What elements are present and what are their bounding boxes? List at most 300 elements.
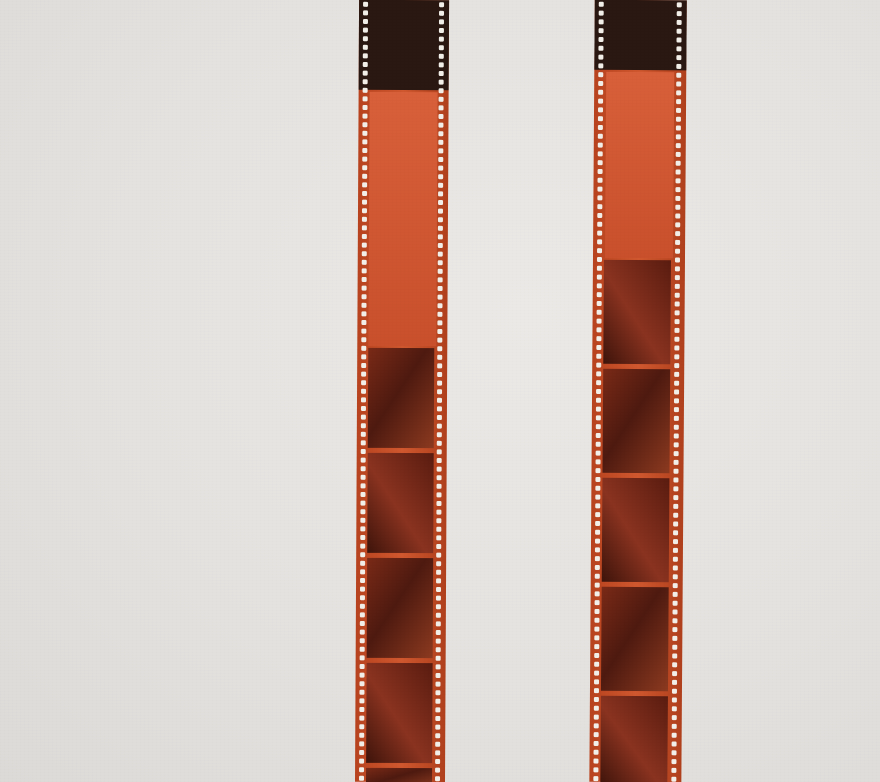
film-perforation — [439, 80, 444, 85]
film-perforation — [593, 759, 598, 764]
film-perforation — [598, 116, 603, 121]
film-perforation — [359, 733, 364, 738]
film-frame — [602, 369, 670, 473]
film-perforation — [599, 11, 604, 16]
film-perforation — [595, 530, 600, 535]
film-perforation — [435, 742, 440, 747]
film-perforation — [672, 724, 677, 729]
film-perforation — [359, 707, 364, 712]
film-perforation — [673, 610, 678, 615]
film-perforation — [672, 627, 677, 632]
film-perforation — [435, 725, 440, 730]
film-perforation — [436, 664, 441, 669]
film-perforation — [359, 698, 364, 703]
film-perforation — [435, 699, 440, 704]
film-perforation — [598, 125, 603, 130]
film-perforation — [362, 234, 367, 239]
film-perforation — [595, 539, 600, 544]
film-perforation — [598, 37, 603, 42]
film-perforation — [438, 148, 443, 153]
film-perforation — [598, 46, 603, 51]
film-perforation — [676, 38, 681, 43]
film-perforation — [362, 165, 367, 170]
film-perforation — [437, 363, 442, 368]
film-perforation — [360, 664, 365, 669]
film-perforation — [359, 759, 364, 764]
film-perforation — [439, 97, 444, 102]
film-strip-left-frames — [366, 348, 434, 782]
film-strip-left-leader — [359, 0, 449, 90]
film-perforation — [438, 114, 443, 119]
film-perforation — [597, 257, 602, 262]
film-perforation — [359, 724, 364, 729]
film-perforation — [363, 88, 368, 93]
film-perforation — [439, 11, 444, 16]
film-perforation — [361, 346, 366, 351]
film-perforation — [438, 252, 443, 257]
film-perforation — [671, 768, 676, 773]
film-perforation — [438, 209, 443, 214]
film-perforation — [362, 260, 367, 265]
film-perforation — [437, 458, 442, 463]
film-perforation — [672, 654, 677, 659]
film-perforation — [674, 372, 679, 377]
film-perforation — [360, 552, 365, 557]
film-perforation — [594, 723, 599, 728]
film-perforation — [598, 178, 603, 183]
film-perforation — [674, 434, 679, 439]
film-perforation — [672, 671, 677, 676]
film-perforation — [596, 354, 601, 359]
film-perforation — [673, 557, 678, 562]
film-perforation — [676, 90, 681, 95]
film-perforation — [676, 73, 681, 78]
film-perforation — [363, 79, 368, 84]
film-perforation — [597, 266, 602, 271]
film-perforation — [435, 776, 440, 781]
film-perforation — [599, 19, 604, 24]
film-perforation — [675, 293, 680, 298]
film-perforation — [437, 372, 442, 377]
film-perforation — [361, 389, 366, 394]
film-frame — [601, 587, 669, 691]
film-perforation — [359, 750, 364, 755]
film-perforation — [360, 630, 365, 635]
film-perforation — [363, 10, 368, 15]
film-perforation — [596, 442, 601, 447]
film-perforation — [360, 604, 365, 609]
film-perforation — [598, 151, 603, 156]
film-perforation — [361, 415, 366, 420]
film-perforation — [676, 178, 681, 183]
film-perforation — [675, 302, 680, 307]
film-perforation — [436, 561, 441, 566]
film-perforation — [674, 381, 679, 386]
film-perforation — [596, 424, 601, 429]
film-perforation — [438, 131, 443, 136]
film-perforation — [672, 741, 677, 746]
film-strip-right-blank-frame — [605, 72, 674, 258]
film-perforation — [437, 406, 442, 411]
film-perforation — [361, 397, 366, 402]
film-perforation — [436, 656, 441, 661]
film-perforation — [359, 690, 364, 695]
film-perforation — [676, 117, 681, 122]
film-perforation — [595, 600, 600, 605]
film-perforation — [593, 776, 598, 781]
film-perforation — [359, 716, 364, 721]
film-perforation — [359, 741, 364, 746]
film-perforation — [597, 248, 602, 253]
film-perforation — [673, 486, 678, 491]
film-perforation — [594, 688, 599, 693]
film-perforation — [673, 504, 678, 509]
film-perforation — [362, 225, 367, 230]
film-perforation — [596, 415, 601, 420]
film-perforation — [596, 398, 601, 403]
film-frame — [603, 260, 671, 364]
film-perforation — [437, 355, 442, 360]
film-perforation — [363, 71, 368, 76]
film-perforation — [438, 166, 443, 171]
film-perforation — [436, 501, 441, 506]
film-perforation — [439, 45, 444, 50]
film-perforation — [363, 96, 368, 101]
film-perforation — [598, 169, 603, 174]
film-perforation — [672, 733, 677, 738]
film-perforation — [362, 217, 367, 222]
film-perforation — [595, 521, 600, 526]
film-perforation — [676, 99, 681, 104]
film-perforation — [437, 484, 442, 489]
film-perforation — [676, 152, 681, 157]
film-perforation — [594, 653, 599, 658]
film-perforation — [674, 416, 679, 421]
film-frame — [367, 453, 434, 553]
film-perforation — [363, 36, 368, 41]
film-perforation — [677, 2, 682, 7]
film-perforation — [436, 535, 441, 540]
film-perforation — [674, 425, 679, 430]
film-perforation — [594, 644, 599, 649]
film-perforation — [673, 583, 678, 588]
film-perforation — [362, 191, 367, 196]
film-perforation — [438, 243, 443, 248]
film-perforation — [435, 733, 440, 738]
film-perforation — [596, 336, 601, 341]
film-perforation — [363, 2, 368, 7]
film-perforation — [595, 547, 600, 552]
film-perforation — [362, 174, 367, 179]
film-perforation — [439, 88, 444, 93]
film-perforation — [361, 329, 366, 334]
film-perforation — [438, 174, 443, 179]
film-perforation — [598, 63, 603, 68]
film-perforation — [675, 258, 680, 263]
film-perforation — [360, 501, 365, 506]
film-perforation — [436, 553, 441, 558]
film-perforation — [595, 512, 600, 517]
film-perforation — [674, 337, 679, 342]
film-perforation — [673, 513, 678, 518]
film-perforation — [435, 750, 440, 755]
film-perforation — [597, 222, 602, 227]
film-perforation — [438, 183, 443, 188]
film-perforation — [436, 630, 441, 635]
film-perforation — [436, 647, 441, 652]
film-perforation — [673, 530, 678, 535]
film-perforation — [439, 62, 444, 67]
film-perforation — [594, 627, 599, 632]
film-perforation — [363, 45, 368, 50]
film-perforation — [438, 200, 443, 205]
film-perforation — [360, 526, 365, 531]
film-perforation — [674, 328, 679, 333]
film-perforation — [360, 638, 365, 643]
film-perforation — [677, 20, 682, 25]
film-perforation — [597, 239, 602, 244]
film-perforation — [361, 363, 366, 368]
film-perforation — [674, 354, 679, 359]
film-perforation — [361, 380, 366, 385]
film-perforation — [438, 277, 443, 282]
film-perforation — [674, 451, 679, 456]
film-perforation — [596, 371, 601, 376]
film-perforation — [676, 64, 681, 69]
film-perforation — [438, 157, 443, 162]
film-perforation — [594, 618, 599, 623]
film-perforation — [437, 467, 442, 472]
film-perforation — [672, 689, 677, 694]
film-perforation — [676, 161, 681, 166]
film-perforation — [597, 231, 602, 236]
film-perforation — [363, 53, 368, 58]
film-perforation — [437, 303, 442, 308]
film-frame — [366, 768, 432, 782]
film-perforation — [361, 311, 366, 316]
film-perforation — [439, 37, 444, 42]
film-perforation — [436, 673, 441, 678]
film-perforation — [360, 578, 365, 583]
film-perforation — [361, 475, 366, 480]
film-perforation — [360, 681, 365, 686]
film-perforation — [363, 28, 368, 33]
film-perforation — [598, 55, 603, 60]
film-perforation — [675, 310, 680, 315]
film-perforation — [672, 636, 677, 641]
film-perforation — [676, 143, 681, 148]
film-frame — [367, 558, 434, 658]
film-perforation — [437, 320, 442, 325]
film-perforation — [362, 294, 367, 299]
film-perforation — [675, 319, 680, 324]
film-perforation — [594, 679, 599, 684]
film-perforation — [437, 389, 442, 394]
film-perforation — [362, 268, 367, 273]
film-perforation — [597, 204, 602, 209]
film-perforation — [439, 2, 444, 7]
film-perforation — [362, 182, 367, 187]
film-perforation — [438, 140, 443, 145]
film-perforation — [675, 205, 680, 210]
film-perforation — [676, 82, 681, 87]
film-perforation — [437, 415, 442, 420]
film-perforation — [673, 495, 678, 500]
film-perforation — [596, 363, 601, 368]
film-perforation — [361, 320, 366, 325]
film-perforation — [595, 556, 600, 561]
film-frame — [602, 478, 670, 582]
film-perforation — [595, 468, 600, 473]
film-perforation — [677, 11, 682, 16]
film-perforation — [675, 214, 680, 219]
film-perforation — [437, 441, 442, 446]
film-perforation — [362, 243, 367, 248]
film-perforation — [360, 587, 365, 592]
film-perforation — [361, 423, 366, 428]
film-perforation — [362, 208, 367, 213]
film-perforation — [673, 478, 678, 483]
film-perforation — [361, 432, 366, 437]
film-perforation — [438, 217, 443, 222]
film-perforation — [596, 389, 601, 394]
film-perforation — [362, 251, 367, 256]
film-perforation — [363, 62, 368, 67]
film-perforation — [674, 346, 679, 351]
film-perforation — [594, 662, 599, 667]
film-perforation — [598, 72, 603, 77]
film-perforation — [360, 595, 365, 600]
film-perforation — [673, 592, 678, 597]
film-perforation — [362, 200, 367, 205]
film-perforation — [360, 673, 365, 678]
film-perforation — [435, 682, 440, 687]
film-perforation — [439, 54, 444, 59]
film-perforation — [675, 249, 680, 254]
film-perforation — [672, 750, 677, 755]
film-perforation — [437, 475, 442, 480]
film-perforation — [436, 578, 441, 583]
film-perforation — [597, 301, 602, 306]
film-perforation — [360, 509, 365, 514]
film-perforation — [597, 275, 602, 280]
film-perforation — [436, 544, 441, 549]
film-perforation — [676, 108, 681, 113]
film-perforation — [598, 90, 603, 95]
film-perforation — [596, 380, 601, 385]
film-perforation — [596, 459, 601, 464]
film-perforation — [597, 187, 602, 192]
film-perforation — [676, 170, 681, 175]
film-perforation — [599, 2, 604, 7]
film-perforation — [362, 277, 367, 282]
film-perforation — [439, 28, 444, 33]
film-perforation — [360, 544, 365, 549]
film-perforation — [597, 310, 602, 315]
film-perforation — [361, 449, 366, 454]
film-perforation — [596, 345, 601, 350]
film-perforation — [676, 134, 681, 139]
film-perforation — [676, 126, 681, 131]
film-strip-left-blank-frame — [368, 92, 437, 346]
film-perforation — [672, 706, 677, 711]
film-perforation — [438, 226, 443, 231]
film-perforation — [361, 440, 366, 445]
film-perforation — [437, 424, 442, 429]
film-perforation — [596, 433, 601, 438]
film-perforation — [671, 777, 676, 782]
film-perforation — [673, 601, 678, 606]
film-perforation — [439, 71, 444, 76]
film-perforation — [598, 160, 603, 165]
film-perforation — [360, 647, 365, 652]
film-perforation — [360, 535, 365, 540]
film-perforation — [674, 398, 679, 403]
film-perforation — [362, 122, 367, 127]
film-strip-right-frames — [600, 260, 671, 782]
film-perforation — [437, 449, 442, 454]
film-perforation — [438, 123, 443, 128]
film-perforation — [363, 19, 368, 24]
film-perforation — [361, 458, 366, 463]
film-perforation — [673, 574, 678, 579]
film-perforation — [359, 767, 364, 772]
film-strip-left — [355, 0, 449, 782]
film-perforation — [598, 107, 603, 112]
film-perforation — [594, 706, 599, 711]
film-perforation — [673, 522, 678, 527]
film-perforation — [597, 292, 602, 297]
film-perforation — [594, 715, 599, 720]
film-perforation — [363, 105, 368, 110]
film-perforation — [672, 662, 677, 667]
film-strip-right-leader — [594, 0, 686, 70]
film-perforation — [671, 759, 676, 764]
film-perforation — [674, 363, 679, 368]
film-perforation — [362, 148, 367, 153]
film-perforation — [675, 240, 680, 245]
film-perforation — [360, 569, 365, 574]
film-perforation — [437, 398, 442, 403]
film-perforation — [437, 432, 442, 437]
film-perforation — [360, 612, 365, 617]
film-perforation — [594, 635, 599, 640]
film-perforation — [674, 390, 679, 395]
film-perforation — [598, 143, 603, 148]
film-perforation — [361, 337, 366, 342]
film-perforation — [360, 621, 365, 626]
film-perforation — [596, 327, 601, 332]
film-perforation — [362, 131, 367, 136]
film-perforation — [672, 618, 677, 623]
film-perforation — [596, 451, 601, 456]
film-perforation — [361, 406, 366, 411]
film-perforation — [437, 346, 442, 351]
film-perforation — [597, 283, 602, 288]
film-perforation — [674, 407, 679, 412]
film-perforation — [436, 639, 441, 644]
film-perforation — [676, 55, 681, 60]
film-perforation — [598, 81, 603, 86]
film-perforation — [675, 231, 680, 236]
film-perforation — [672, 715, 677, 720]
film-perforation — [675, 196, 680, 201]
film-perforation — [595, 486, 600, 491]
film-perforation — [439, 19, 444, 24]
film-perforation — [595, 503, 600, 508]
film-perforation — [597, 195, 602, 200]
film-perforation — [673, 539, 678, 544]
